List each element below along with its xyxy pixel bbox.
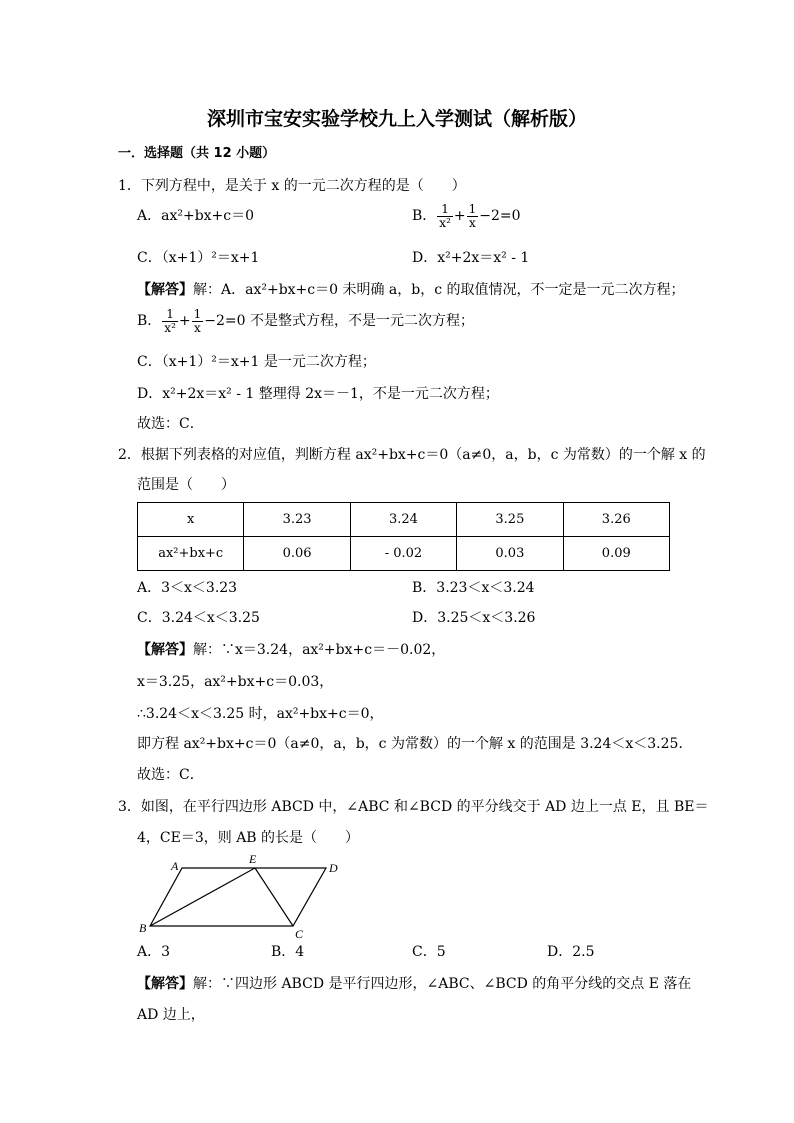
answer-prefix: B．: [137, 313, 162, 329]
q1-option-c: C．（x+1）²＝x+1: [137, 250, 260, 266]
table-cell: 0.03: [457, 537, 563, 571]
table-cell: ax²+bx+c: [138, 537, 244, 571]
plus-sign: +: [453, 208, 466, 224]
q1-option-b-tail: −2=0: [479, 208, 521, 224]
label-c: C: [295, 927, 304, 940]
q1-option-a: A．ax²+bx+c＝0: [137, 208, 255, 224]
plus-sign: +: [178, 313, 191, 329]
fraction: [192, 308, 204, 335]
page-title: 深圳市宝安实验学校九上入学测试（解析版）: [206, 108, 587, 130]
q1-choice: 故选：C．: [137, 416, 204, 432]
table-cell: 3.26: [563, 503, 669, 537]
q2-stem-line2: 范围是（ ）: [137, 477, 235, 493]
q3-option-a: A．3: [137, 944, 171, 960]
fraction-denominator: x²: [439, 215, 451, 230]
label-a: A: [171, 859, 179, 873]
q2-answer-line-4: 即方程 ax²+bx+c＝0（a≠0，a，b，c 为常数）的一个解 x 的范围是 3.24＜x＜3.25．: [137, 736, 693, 752]
q2-stem-line1: 2．根据下列表格的对应值，判断方程 ax²+bx+c＝0（a≠0，a，b，c 为常数）的一个解 x 的: [118, 447, 706, 463]
table-cell: 3.25: [457, 503, 563, 537]
answer-label: 【解答】: [137, 976, 193, 992]
q2-answer-line-2: x＝3.25，ax²+bx+c＝0.03，: [137, 674, 334, 690]
q1-answer-line-b: [137, 305, 474, 337]
q3-option-c: C．5: [412, 944, 446, 960]
q2-option-d: D．3.25＜x＜3.26: [412, 610, 536, 626]
q2-answer-line-3: ∴3.24＜x＜3.25 时，ax²+bx+c＝0，: [137, 706, 384, 722]
q1-option-b-prefix: B．: [412, 208, 437, 224]
segment-ce: [255, 868, 293, 926]
table-row: [138, 503, 670, 537]
fraction: [437, 203, 453, 230]
fraction-numerator: 1: [162, 308, 178, 322]
q3-option-b: B．4: [271, 944, 305, 960]
answer-label: 【解答】: [137, 282, 193, 298]
table-cell: x: [138, 503, 244, 537]
fraction: [162, 308, 178, 335]
fraction: [467, 203, 479, 230]
parallelogram-abcd: [150, 868, 326, 926]
label-b: B: [139, 921, 147, 935]
parallelogram-figure: [130, 848, 350, 940]
answer-label: 【解答】: [137, 642, 193, 658]
q1-option-b: [412, 200, 521, 232]
q2-option-c: C．3.24＜x＜3.25: [137, 610, 260, 626]
fraction-numerator: 1: [437, 203, 453, 217]
table-cell: 3.24: [350, 503, 456, 537]
fraction-denominator: x: [469, 215, 476, 230]
q3-answer-line-1: [137, 974, 691, 994]
table-cell: 0.06: [244, 537, 350, 571]
values-table: [137, 502, 670, 571]
q1-answer-line-d: D．x²+2x＝x² - 1 整理得 2x＝－1，不是一元二次方程；: [137, 386, 499, 402]
label-d: D: [329, 861, 338, 875]
fraction-numerator: 1: [193, 306, 202, 321]
answer-text: −2=0 不是整式方程，不是一元二次方程；: [204, 313, 474, 329]
answer-text: 解：∵x＝3.24，ax²+bx+c＝－0.02，: [193, 642, 446, 658]
q3-option-d: D．2.5: [547, 944, 595, 960]
q3-answer-line-2: AD 边上，: [137, 1007, 205, 1023]
table-cell: 3.23: [244, 503, 350, 537]
q2-option-b: B．3.23＜x＜3.24: [412, 580, 535, 596]
q3-stem-line2: 4，CE＝3，则 AB 的长是（ ）: [137, 830, 360, 846]
section-heading: 一．选择题（共 12 小题）: [118, 146, 276, 161]
q2-answer-line-1: [137, 640, 445, 660]
fraction-denominator: x²: [164, 320, 176, 335]
q1-answer-line-c: C．（x+1）²＝x+1 是一元二次方程；: [137, 354, 376, 370]
label-e: E: [249, 852, 257, 866]
fraction-denominator: x: [194, 320, 201, 335]
answer-text: 解：∵四边形 ABCD 是平行四边形，∠ABC、∠BCD 的角平分线的交点 E 落在: [193, 976, 692, 992]
q3-stem-line1: 3．如图，在平行四边形 ABCD 中，∠ABC 和∠BCD 的平分线交于 AD 边上一点 E，且 BE＝: [118, 799, 709, 815]
q2-choice: 故选：C．: [137, 767, 204, 783]
q1-answer-line-a: [137, 280, 685, 300]
answer-text: 解：A．ax²+bx+c＝0 未明确 a，b，c 的取值情况，不一定是一元二次方程；: [193, 282, 685, 298]
table-cell: 0.09: [563, 537, 669, 571]
q1-stem: 1．下列方程中，是关于 x 的一元二次方程的是（ ）: [118, 178, 466, 194]
table-row: [138, 537, 670, 571]
q2-option-a: A．3＜x＜3.23: [137, 580, 238, 596]
q1-option-d: D．x²+2x＝x² - 1: [412, 250, 530, 266]
fraction-numerator: 1: [468, 201, 477, 216]
table-cell: - 0.02: [350, 537, 456, 571]
